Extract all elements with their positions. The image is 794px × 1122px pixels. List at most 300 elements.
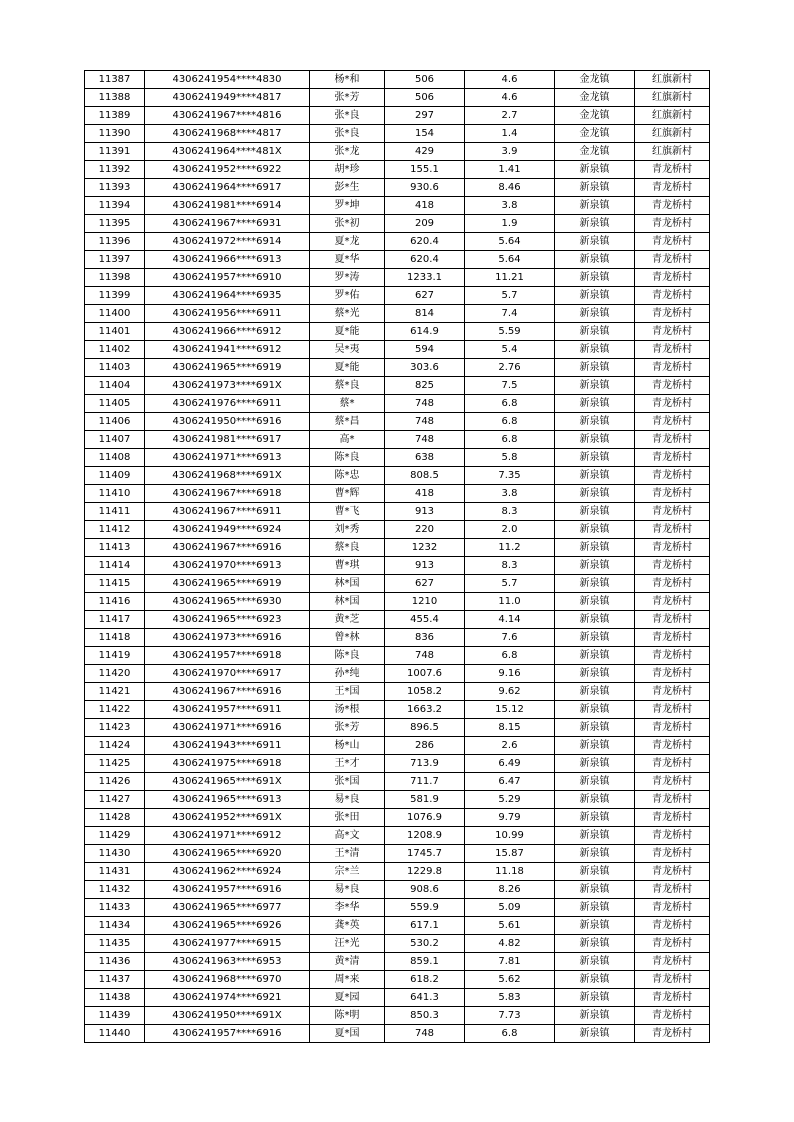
cell-name: 龚*英	[310, 917, 385, 935]
cell-serial: 11403	[85, 359, 145, 377]
cell-amount: 614.9	[385, 323, 465, 341]
cell-village: 青龙桥村	[635, 665, 710, 683]
cell-amount: 594	[385, 341, 465, 359]
cell-amount: 711.7	[385, 773, 465, 791]
cell-id: 4306241970****6917	[145, 665, 310, 683]
table-row	[85, 251, 710, 269]
cell-village: 红旗新村	[635, 143, 710, 161]
table-row	[85, 233, 710, 251]
cell-serial: 11407	[85, 431, 145, 449]
cell-id: 4306241965****6913	[145, 791, 310, 809]
cell-serial: 11422	[85, 701, 145, 719]
cell-name: 胡*珍	[310, 161, 385, 179]
cell-id: 4306241965****6977	[145, 899, 310, 917]
table-row	[85, 125, 710, 143]
cell-town: 新泉镇	[555, 575, 635, 593]
cell-village: 青龙桥村	[635, 1007, 710, 1025]
cell-id: 4306241967****6916	[145, 539, 310, 557]
cell-town: 新泉镇	[555, 683, 635, 701]
table-row	[85, 917, 710, 935]
cell-area: 4.14	[465, 611, 555, 629]
cell-serial: 11416	[85, 593, 145, 611]
cell-town: 新泉镇	[555, 179, 635, 197]
cell-serial: 11440	[85, 1025, 145, 1043]
cell-name: 夏*能	[310, 323, 385, 341]
table-row	[85, 755, 710, 773]
cell-amount: 808.5	[385, 467, 465, 485]
cell-name: 张*国	[310, 773, 385, 791]
cell-town: 新泉镇	[555, 539, 635, 557]
cell-amount: 859.1	[385, 953, 465, 971]
cell-area: 8.26	[465, 881, 555, 899]
cell-serial: 11421	[85, 683, 145, 701]
cell-id: 4306241971****6913	[145, 449, 310, 467]
cell-serial: 11404	[85, 377, 145, 395]
cell-area: 11.21	[465, 269, 555, 287]
cell-id: 4306241965****6923	[145, 611, 310, 629]
cell-area: 1.41	[465, 161, 555, 179]
cell-town: 新泉镇	[555, 845, 635, 863]
table-row	[85, 197, 710, 215]
cell-name: 黄*清	[310, 953, 385, 971]
cell-serial: 11405	[85, 395, 145, 413]
cell-serial: 11427	[85, 791, 145, 809]
cell-id: 4306241957****6911	[145, 701, 310, 719]
document-page	[84, 70, 710, 1043]
cell-area: 6.49	[465, 755, 555, 773]
table-row	[85, 539, 710, 557]
cell-town: 新泉镇	[555, 521, 635, 539]
cell-village: 红旗新村	[635, 71, 710, 89]
cell-area: 5.83	[465, 989, 555, 1007]
cell-town: 金龙镇	[555, 125, 635, 143]
cell-name: 张*良	[310, 107, 385, 125]
cell-id: 4306241981****6917	[145, 431, 310, 449]
cell-serial: 11402	[85, 341, 145, 359]
cell-serial: 11431	[85, 863, 145, 881]
cell-amount: 418	[385, 485, 465, 503]
cell-serial: 11391	[85, 143, 145, 161]
table-row	[85, 845, 710, 863]
cell-serial: 11423	[85, 719, 145, 737]
cell-town: 新泉镇	[555, 395, 635, 413]
cell-serial: 11433	[85, 899, 145, 917]
table-row	[85, 971, 710, 989]
cell-name: 陈*忠	[310, 467, 385, 485]
cell-id: 4306241968****6970	[145, 971, 310, 989]
cell-village: 青龙桥村	[635, 989, 710, 1007]
cell-id: 4306241952****691X	[145, 809, 310, 827]
cell-town: 新泉镇	[555, 503, 635, 521]
cell-id: 4306241966****6913	[145, 251, 310, 269]
cell-serial: 11428	[85, 809, 145, 827]
cell-village: 青龙桥村	[635, 629, 710, 647]
cell-village: 青龙桥村	[635, 539, 710, 557]
cell-town: 金龙镇	[555, 143, 635, 161]
cell-name: 夏*龙	[310, 233, 385, 251]
cell-town: 新泉镇	[555, 251, 635, 269]
table-row	[85, 521, 710, 539]
cell-name: 曹*琪	[310, 557, 385, 575]
cell-town: 新泉镇	[555, 215, 635, 233]
cell-name: 罗*坤	[310, 197, 385, 215]
cell-serial: 11426	[85, 773, 145, 791]
cell-id: 4306241957****6916	[145, 881, 310, 899]
cell-area: 11.0	[465, 593, 555, 611]
table-row	[85, 827, 710, 845]
cell-area: 5.61	[465, 917, 555, 935]
cell-village: 青龙桥村	[635, 917, 710, 935]
cell-village: 青龙桥村	[635, 215, 710, 233]
cell-name: 林*国	[310, 575, 385, 593]
cell-area: 5.64	[465, 233, 555, 251]
cell-village: 青龙桥村	[635, 737, 710, 755]
cell-town: 新泉镇	[555, 413, 635, 431]
cell-name: 张*龙	[310, 143, 385, 161]
cell-village: 青龙桥村	[635, 485, 710, 503]
cell-id: 4306241965****6919	[145, 575, 310, 593]
table-row	[85, 881, 710, 899]
cell-serial: 11420	[85, 665, 145, 683]
cell-name: 张*田	[310, 809, 385, 827]
cell-name: 夏*能	[310, 359, 385, 377]
cell-area: 4.6	[465, 89, 555, 107]
cell-village: 青龙桥村	[635, 845, 710, 863]
cell-id: 4306241971****6916	[145, 719, 310, 737]
cell-area: 3.8	[465, 485, 555, 503]
cell-town: 金龙镇	[555, 107, 635, 125]
cell-village: 青龙桥村	[635, 359, 710, 377]
cell-id: 4306241965****6919	[145, 359, 310, 377]
cell-area: 6.8	[465, 1025, 555, 1043]
cell-id: 4306241956****6911	[145, 305, 310, 323]
cell-serial: 11435	[85, 935, 145, 953]
cell-serial: 11396	[85, 233, 145, 251]
cell-id: 4306241973****6916	[145, 629, 310, 647]
cell-town: 新泉镇	[555, 629, 635, 647]
cell-town: 新泉镇	[555, 557, 635, 575]
cell-id: 4306241977****6915	[145, 935, 310, 953]
cell-area: 2.0	[465, 521, 555, 539]
cell-id: 4306241967****6931	[145, 215, 310, 233]
cell-area: 6.8	[465, 647, 555, 665]
cell-village: 青龙桥村	[635, 197, 710, 215]
table-row	[85, 503, 710, 521]
cell-serial: 11415	[85, 575, 145, 593]
cell-area: 1.4	[465, 125, 555, 143]
cell-village: 青龙桥村	[635, 809, 710, 827]
cell-amount: 559.9	[385, 899, 465, 917]
cell-name: 夏*国	[310, 1025, 385, 1043]
cell-town: 新泉镇	[555, 593, 635, 611]
cell-village: 青龙桥村	[635, 971, 710, 989]
cell-amount: 913	[385, 503, 465, 521]
cell-village: 青龙桥村	[635, 863, 710, 881]
cell-town: 新泉镇	[555, 881, 635, 899]
cell-serial: 11414	[85, 557, 145, 575]
cell-name: 曹*飞	[310, 503, 385, 521]
cell-amount: 1232	[385, 539, 465, 557]
cell-area: 15.12	[465, 701, 555, 719]
cell-area: 7.35	[465, 467, 555, 485]
cell-village: 青龙桥村	[635, 323, 710, 341]
cell-area: 8.15	[465, 719, 555, 737]
cell-town: 新泉镇	[555, 287, 635, 305]
table-row	[85, 557, 710, 575]
cell-town: 新泉镇	[555, 431, 635, 449]
cell-area: 5.59	[465, 323, 555, 341]
cell-area: 8.3	[465, 557, 555, 575]
cell-town: 新泉镇	[555, 359, 635, 377]
cell-village: 青龙桥村	[635, 935, 710, 953]
cell-name: 孙*纯	[310, 665, 385, 683]
table-row	[85, 179, 710, 197]
cell-amount: 908.6	[385, 881, 465, 899]
cell-amount: 418	[385, 197, 465, 215]
cell-town: 新泉镇	[555, 701, 635, 719]
cell-village: 青龙桥村	[635, 377, 710, 395]
cell-serial: 11397	[85, 251, 145, 269]
cell-town: 新泉镇	[555, 827, 635, 845]
cell-name: 曾*林	[310, 629, 385, 647]
cell-town: 新泉镇	[555, 989, 635, 1007]
cell-id: 4306241957****6918	[145, 647, 310, 665]
cell-serial: 11393	[85, 179, 145, 197]
table-row	[85, 809, 710, 827]
table-row	[85, 341, 710, 359]
cell-area: 7.73	[465, 1007, 555, 1025]
cell-town: 新泉镇	[555, 341, 635, 359]
cell-village: 青龙桥村	[635, 791, 710, 809]
cell-id: 4306241962****6924	[145, 863, 310, 881]
table-row	[85, 935, 710, 953]
cell-amount: 1663.2	[385, 701, 465, 719]
cell-serial: 11438	[85, 989, 145, 1007]
cell-area: 7.5	[465, 377, 555, 395]
cell-amount: 913	[385, 557, 465, 575]
cell-name: 张*良	[310, 125, 385, 143]
cell-area: 9.79	[465, 809, 555, 827]
cell-amount: 209	[385, 215, 465, 233]
cell-serial: 11399	[85, 287, 145, 305]
cell-serial: 11425	[85, 755, 145, 773]
cell-area: 5.4	[465, 341, 555, 359]
table-row	[85, 899, 710, 917]
cell-id: 4306241963****6953	[145, 953, 310, 971]
cell-town: 新泉镇	[555, 809, 635, 827]
cell-serial: 11389	[85, 107, 145, 125]
cell-serial: 11388	[85, 89, 145, 107]
cell-village: 青龙桥村	[635, 503, 710, 521]
cell-serial: 11398	[85, 269, 145, 287]
cell-id: 4306241968****4817	[145, 125, 310, 143]
cell-serial: 11409	[85, 467, 145, 485]
cell-town: 新泉镇	[555, 233, 635, 251]
cell-serial: 11400	[85, 305, 145, 323]
cell-name: 高*文	[310, 827, 385, 845]
cell-town: 新泉镇	[555, 755, 635, 773]
cell-serial: 11419	[85, 647, 145, 665]
table-row	[85, 683, 710, 701]
cell-name: 易*良	[310, 791, 385, 809]
cell-village: 青龙桥村	[635, 827, 710, 845]
cell-area: 6.8	[465, 431, 555, 449]
cell-area: 5.09	[465, 899, 555, 917]
cell-town: 新泉镇	[555, 737, 635, 755]
cell-serial: 11410	[85, 485, 145, 503]
cell-amount: 1210	[385, 593, 465, 611]
cell-name: 陈*良	[310, 647, 385, 665]
cell-town: 新泉镇	[555, 935, 635, 953]
cell-amount: 930.6	[385, 179, 465, 197]
cell-name: 蔡*良	[310, 377, 385, 395]
table-row	[85, 863, 710, 881]
table-row	[85, 71, 710, 89]
cell-id: 4306241964****6917	[145, 179, 310, 197]
cell-town: 新泉镇	[555, 953, 635, 971]
cell-town: 新泉镇	[555, 269, 635, 287]
cell-serial: 11437	[85, 971, 145, 989]
table-row	[85, 413, 710, 431]
cell-name: 吴*夷	[310, 341, 385, 359]
cell-id: 4306241950****691X	[145, 1007, 310, 1025]
cell-town: 新泉镇	[555, 899, 635, 917]
cell-name: 易*良	[310, 881, 385, 899]
cell-area: 3.9	[465, 143, 555, 161]
cell-name: 陈*良	[310, 449, 385, 467]
table-row	[85, 485, 710, 503]
cell-town: 金龙镇	[555, 89, 635, 107]
cell-area: 4.6	[465, 71, 555, 89]
cell-village: 青龙桥村	[635, 251, 710, 269]
cell-town: 新泉镇	[555, 971, 635, 989]
cell-serial: 11394	[85, 197, 145, 215]
table-row	[85, 449, 710, 467]
cell-town: 新泉镇	[555, 791, 635, 809]
cell-amount: 850.3	[385, 1007, 465, 1025]
cell-name: 罗*佑	[310, 287, 385, 305]
cell-amount: 1745.7	[385, 845, 465, 863]
table-row	[85, 431, 710, 449]
cell-amount: 748	[385, 395, 465, 413]
table-row	[85, 665, 710, 683]
cell-id: 4306241970****6913	[145, 557, 310, 575]
cell-serial: 11406	[85, 413, 145, 431]
cell-village: 青龙桥村	[635, 647, 710, 665]
cell-name: 刘*秀	[310, 521, 385, 539]
cell-area: 7.4	[465, 305, 555, 323]
cell-name: 陈*明	[310, 1007, 385, 1025]
cell-town: 新泉镇	[555, 773, 635, 791]
table-row	[85, 989, 710, 1007]
cell-area: 9.62	[465, 683, 555, 701]
cell-name: 罗*涛	[310, 269, 385, 287]
cell-name: 蔡*昌	[310, 413, 385, 431]
cell-id: 4306241943****6911	[145, 737, 310, 755]
cell-amount: 1058.2	[385, 683, 465, 701]
cell-name: 夏*华	[310, 251, 385, 269]
cell-amount: 627	[385, 575, 465, 593]
cell-village: 青龙桥村	[635, 287, 710, 305]
table-row	[85, 1025, 710, 1043]
cell-amount: 627	[385, 287, 465, 305]
table-row	[85, 737, 710, 755]
cell-village: 青龙桥村	[635, 701, 710, 719]
cell-id: 4306241966****6912	[145, 323, 310, 341]
cell-id: 4306241949****6924	[145, 521, 310, 539]
cell-serial: 11413	[85, 539, 145, 557]
cell-id: 4306241941****6912	[145, 341, 310, 359]
cell-id: 4306241976****6911	[145, 395, 310, 413]
cell-area: 8.46	[465, 179, 555, 197]
cell-village: 青龙桥村	[635, 881, 710, 899]
cell-area: 6.47	[465, 773, 555, 791]
cell-serial: 11429	[85, 827, 145, 845]
table-row	[85, 773, 710, 791]
cell-area: 2.6	[465, 737, 555, 755]
cell-name: 王*才	[310, 755, 385, 773]
cell-area: 11.18	[465, 863, 555, 881]
cell-amount: 748	[385, 647, 465, 665]
cell-amount: 1076.9	[385, 809, 465, 827]
cell-town: 新泉镇	[555, 917, 635, 935]
cell-town: 新泉镇	[555, 449, 635, 467]
cell-village: 青龙桥村	[635, 719, 710, 737]
cell-amount: 506	[385, 89, 465, 107]
cell-village: 青龙桥村	[635, 611, 710, 629]
cell-id: 4306241967****6911	[145, 503, 310, 521]
cell-amount: 429	[385, 143, 465, 161]
cell-amount: 748	[385, 1025, 465, 1043]
table-row	[85, 269, 710, 287]
cell-area: 2.76	[465, 359, 555, 377]
cell-area: 15.87	[465, 845, 555, 863]
cell-area: 10.99	[465, 827, 555, 845]
cell-name: 黄*芝	[310, 611, 385, 629]
cell-name: 张*芳	[310, 89, 385, 107]
cell-village: 青龙桥村	[635, 179, 710, 197]
table-row	[85, 395, 710, 413]
cell-serial: 11395	[85, 215, 145, 233]
cell-amount: 220	[385, 521, 465, 539]
cell-village: 青龙桥村	[635, 521, 710, 539]
cell-serial: 11418	[85, 629, 145, 647]
cell-area: 7.6	[465, 629, 555, 647]
cell-id: 4306241973****691X	[145, 377, 310, 395]
cell-town: 新泉镇	[555, 1007, 635, 1025]
cell-town: 新泉镇	[555, 161, 635, 179]
cell-amount: 617.1	[385, 917, 465, 935]
cell-amount: 303.6	[385, 359, 465, 377]
cell-area: 5.8	[465, 449, 555, 467]
cell-id: 4306241965****6930	[145, 593, 310, 611]
cell-name: 杨*山	[310, 737, 385, 755]
cell-area: 9.16	[465, 665, 555, 683]
cell-village: 青龙桥村	[635, 899, 710, 917]
table-row	[85, 1007, 710, 1025]
cell-id: 4306241974****6921	[145, 989, 310, 1007]
cell-area: 5.29	[465, 791, 555, 809]
table-row	[85, 89, 710, 107]
cell-area: 11.2	[465, 539, 555, 557]
table-row	[85, 323, 710, 341]
cell-area: 5.7	[465, 575, 555, 593]
cell-area: 5.62	[465, 971, 555, 989]
cell-area: 2.7	[465, 107, 555, 125]
table-row	[85, 359, 710, 377]
table-row	[85, 719, 710, 737]
cell-name: 蔡*光	[310, 305, 385, 323]
